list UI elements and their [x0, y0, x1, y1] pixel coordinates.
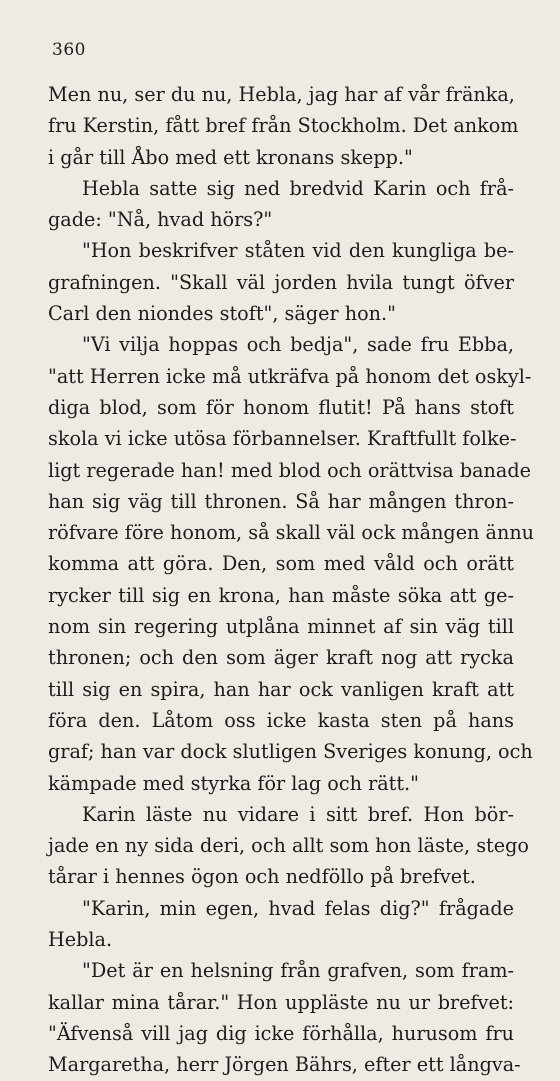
- text-line: "Äfvenså vill jag dig icke förhålla, hurusom fru: [48, 1021, 514, 1045]
- text-line: rycker till sig en krona, han måste söka att ge-: [48, 583, 514, 607]
- text-line: Karin läste nu vidare i sitt bref. Hon bör-: [82, 802, 514, 826]
- body-text: [48, 79, 535, 1081]
- text-line: Men nu, ser du nu, Hebla, jag har af vår fränka,: [48, 83, 515, 106]
- text-line: Hebla.: [48, 928, 113, 952]
- text-line: ligt regerade han! med blod och orättvisa banade: [48, 458, 531, 482]
- text-line: komma att göra. Den, som med våld och orätt: [48, 552, 514, 576]
- text-line: graf; han var dock slutligen Sveriges konung, och: [48, 740, 533, 764]
- text-line: "Hon beskrifver ståten vid den kungliga be-: [82, 239, 514, 263]
- text-line: "Karin, min egen, hvad felas dig?" frågade: [82, 896, 514, 920]
- text-line: "Vi vilja hoppas och bedja", sade fru Ebba,: [82, 333, 514, 357]
- page-number: 360: [52, 40, 86, 60]
- text-line: nom sin regering utplåna minnet af sin väg till: [48, 615, 514, 639]
- text-line: "att Herren icke må utkräfva på honom det oskyl-: [48, 364, 532, 388]
- text-line: till sig en spira, han har ock vanligen kraft att: [48, 677, 514, 701]
- text-line: röfvare före honom, så skall väl ock mången ännu: [48, 521, 535, 545]
- text-line: Carl den niondes stoft", säger hon.": [48, 302, 396, 326]
- text-line: föra den. Låtom oss icke kasta sten på hans: [48, 708, 514, 732]
- text-line: fru Kerstin, fått bref från Stockholm. Det ankom: [48, 114, 519, 138]
- text-line: kämpade med styrka för lag och rätt.": [48, 771, 419, 795]
- text-line: tårar i hennes ögon och nedföllo på brefvet.: [48, 865, 476, 889]
- text-line: Hebla satte sig ned bredvid Karin och frå-: [82, 176, 514, 200]
- text-line: gade: "Nå, hvad hörs?": [48, 208, 273, 232]
- text-line: Margaretha, herr Jörgen Bährs, efter ett långva-: [48, 1053, 521, 1077]
- text-line: "Det är en helsning från grafven, som fram-: [82, 959, 514, 983]
- text-line: i går till Åbo med ett kronans skepp.": [48, 145, 413, 169]
- text-line: grafningen. "Skall väl jorden hvila tungt öfver: [48, 270, 514, 294]
- text-line: han sig väg till thronen. Så har mången thron-: [48, 489, 514, 513]
- text-line: thronen; och den som äger kraft nog att rycka: [48, 646, 514, 670]
- text-line: skola vi icke utösa förbannelser. Kraftfullt folke-: [48, 427, 517, 451]
- text-line: diga blod, som för honom flutit! På hans stoft: [48, 395, 514, 419]
- text-line: jade en ny sida deri, och allt som hon läste, stego: [48, 834, 529, 858]
- text-line: kallar mina tårar." Hon uppläste nu ur brefvet:: [48, 990, 514, 1014]
